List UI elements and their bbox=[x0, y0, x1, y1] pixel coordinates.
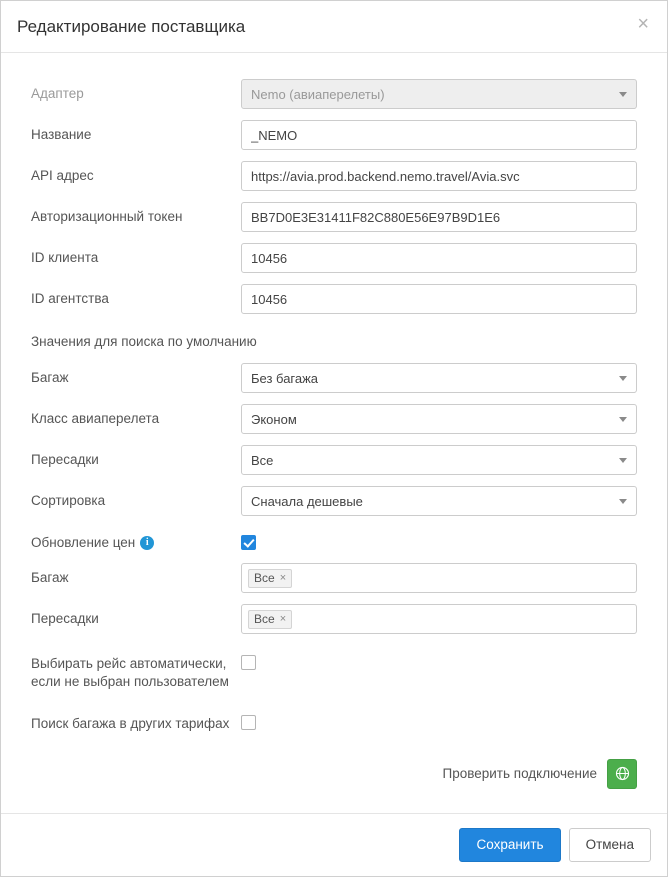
agency-id-control bbox=[241, 284, 637, 314]
dialog-footer bbox=[1, 813, 667, 876]
auto-select-control bbox=[241, 654, 637, 672]
transfers-control bbox=[241, 445, 637, 475]
adapter-select bbox=[241, 79, 637, 109]
auto-select-label: Выбирать рейс автоматически, если не выбран пользователем bbox=[31, 656, 229, 690]
default-baggage-control bbox=[241, 363, 637, 393]
row-adapter bbox=[31, 79, 637, 109]
price-transfers-label: Пересадки bbox=[31, 611, 99, 627]
baggage-other-fares-checkbox[interactable] bbox=[241, 715, 256, 730]
globe-icon[interactable] bbox=[607, 759, 637, 789]
flight-class-value: Эконом bbox=[251, 411, 297, 427]
row-price-baggage bbox=[31, 563, 637, 593]
default-baggage-value: Без багажа bbox=[251, 370, 319, 386]
chevron-down-icon bbox=[619, 376, 627, 381]
test-connection-row bbox=[31, 759, 637, 789]
transfers-value: Все bbox=[251, 452, 274, 468]
row-transfers bbox=[31, 445, 637, 475]
save-button[interactable]: Сохранить bbox=[459, 828, 560, 862]
api-url-input[interactable] bbox=[241, 161, 637, 191]
tag-label: Все bbox=[254, 612, 275, 627]
chevron-down-icon bbox=[619, 499, 627, 504]
row-api-url bbox=[31, 161, 637, 191]
flight-class-control bbox=[241, 404, 637, 434]
price-update-checkbox[interactable] bbox=[241, 535, 256, 550]
dialog-header bbox=[1, 1, 667, 53]
row-name bbox=[31, 120, 637, 150]
adapter-control bbox=[241, 79, 637, 109]
agency-id-label: ID агентства bbox=[31, 290, 109, 306]
price-update-label-wrap bbox=[31, 534, 241, 552]
client-id-input[interactable] bbox=[241, 243, 637, 273]
auto-select-checkbox[interactable] bbox=[241, 655, 256, 670]
default-baggage-label: Багаж bbox=[31, 369, 69, 385]
row-flight-class bbox=[31, 404, 637, 434]
sorting-label: Сортировка bbox=[31, 492, 106, 508]
row-auto-select bbox=[31, 654, 637, 691]
flight-class-select[interactable] bbox=[241, 404, 637, 434]
price-update-label: Обновление цен bbox=[31, 535, 136, 550]
tag-remove-icon[interactable]: × bbox=[279, 572, 287, 585]
sorting-select[interactable] bbox=[241, 486, 637, 516]
client-id-label: ID клиента bbox=[31, 249, 99, 265]
row-price-update bbox=[31, 534, 637, 552]
row-agency-id bbox=[31, 284, 637, 314]
sorting-control bbox=[241, 486, 637, 516]
auth-token-input[interactable] bbox=[241, 202, 637, 232]
name-input[interactable] bbox=[241, 120, 637, 150]
adapter-value: Nemo (авиаперелеты) bbox=[251, 86, 385, 102]
row-default-baggage bbox=[31, 363, 637, 393]
adapter-label: Адаптер bbox=[31, 85, 84, 101]
row-price-transfers bbox=[31, 604, 637, 634]
price-baggage-label: Багаж bbox=[31, 570, 69, 586]
page-title: Редактирование поставщика bbox=[17, 16, 246, 36]
price-baggage-control bbox=[241, 563, 637, 593]
auth-token-control bbox=[241, 202, 637, 232]
chevron-down-icon bbox=[619, 92, 627, 97]
price-update-control bbox=[241, 534, 637, 552]
row-baggage-other-fares bbox=[31, 714, 637, 733]
chevron-down-icon bbox=[619, 458, 627, 463]
auth-token-label: Авторизационный токен bbox=[31, 208, 183, 224]
price-transfers-control bbox=[241, 604, 637, 634]
flight-class-label: Класс авиаперелета bbox=[31, 410, 160, 426]
tag-remove-icon[interactable]: × bbox=[279, 613, 287, 626]
api-url-control bbox=[241, 161, 637, 191]
agency-id-input[interactable] bbox=[241, 284, 637, 314]
dialog-body bbox=[1, 53, 667, 813]
tag-item[interactable] bbox=[248, 610, 292, 629]
defaults-section-title: Значения для поиска по умолчанию bbox=[31, 334, 257, 349]
client-id-control bbox=[241, 243, 637, 273]
test-connection-label: Проверить подключение bbox=[442, 766, 597, 782]
default-baggage-select[interactable] bbox=[241, 363, 637, 393]
transfers-label: Пересадки bbox=[31, 451, 99, 467]
chevron-down-icon bbox=[619, 417, 627, 422]
info-icon[interactable]: i bbox=[140, 536, 154, 550]
row-sorting bbox=[31, 486, 637, 516]
price-transfers-tags[interactable] bbox=[241, 604, 637, 634]
api-url-label: API адрес bbox=[31, 167, 94, 183]
tag-label: Все bbox=[254, 571, 275, 586]
cancel-button[interactable]: Отмена bbox=[569, 828, 651, 862]
transfers-select[interactable] bbox=[241, 445, 637, 475]
tag-item[interactable] bbox=[248, 569, 292, 588]
name-control bbox=[241, 120, 637, 150]
price-baggage-tags[interactable] bbox=[241, 563, 637, 593]
baggage-other-fares-control bbox=[241, 714, 637, 732]
sorting-value: Сначала дешевые bbox=[251, 493, 363, 509]
row-client-id bbox=[31, 243, 637, 273]
baggage-other-fares-label: Поиск багажа в других тарифах bbox=[31, 715, 230, 731]
close-icon[interactable]: × bbox=[633, 12, 653, 36]
name-label: Название bbox=[31, 126, 92, 142]
row-auth-token bbox=[31, 202, 637, 232]
